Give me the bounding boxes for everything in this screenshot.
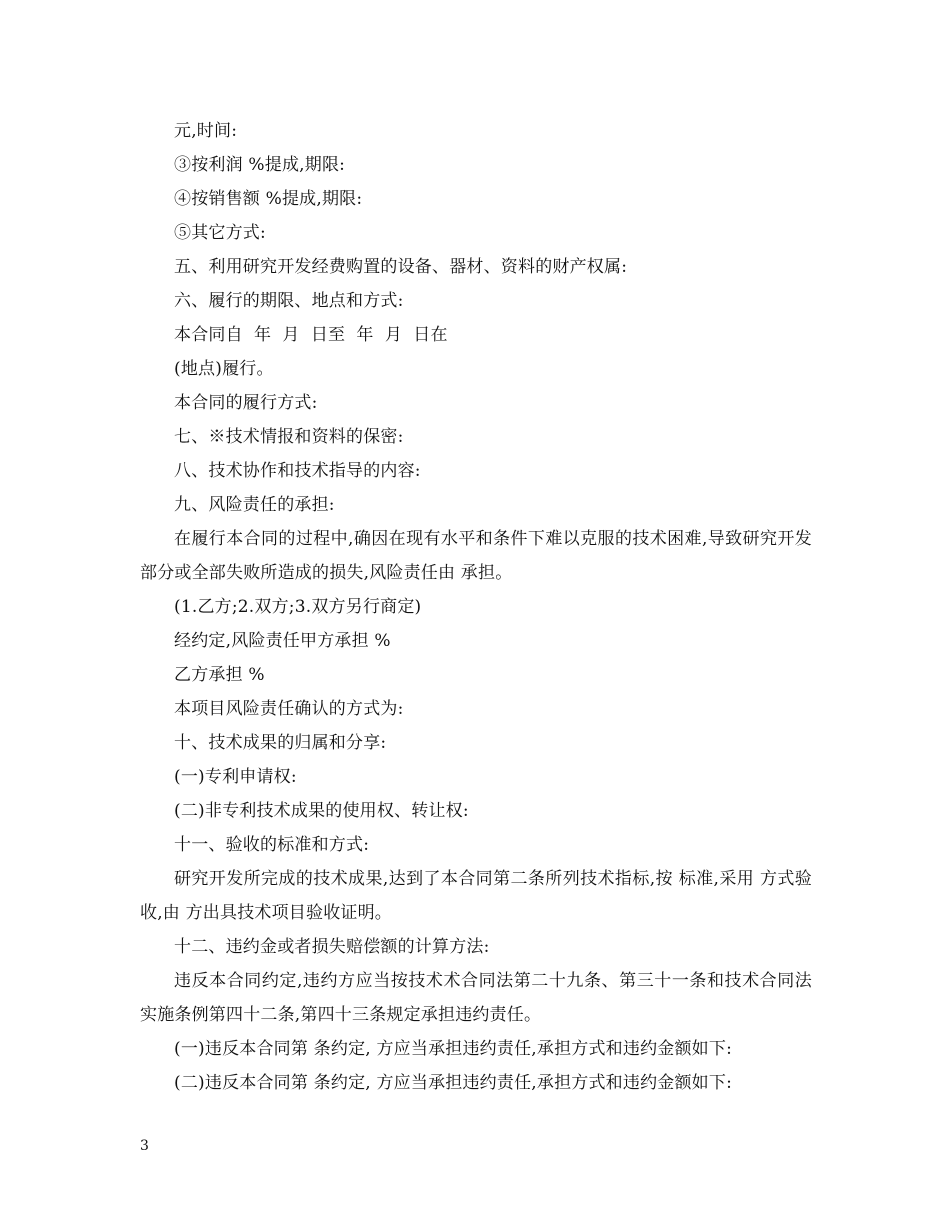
paragraph-nonpatent-right: (二)非专利技术成果的使用权、转让权: — [174, 801, 469, 821]
section-12-heading: 十二、违约金或者损失赔偿额的计算方法: — [174, 937, 490, 957]
paragraph-breach-1: (一)违反本合同第 条约定, 方应当承担违约责任,承担方式和违约金额如下: — [174, 1039, 733, 1059]
section-7-heading: 七、※技术情报和资料的保密: — [174, 427, 404, 447]
document-body — [140, 114, 812, 1100]
paragraph-1: 元,时间: — [174, 121, 238, 141]
paragraph-acceptance: 研究开发所完成的技术成果,达到了本合同第二条所列技术指标,按 标准,采用 方式验收,由 方出具技术项目验收证明。 — [140, 869, 812, 923]
paragraph-risk-party-b: 乙方承担 % — [174, 665, 265, 685]
section-9-heading: 九、风险责任的承担: — [174, 495, 335, 515]
paragraph-3: ④按销售额 %提成,期限: — [174, 189, 363, 209]
paragraph-risk-party-a: 经约定,风险责任甲方承担 % — [174, 631, 391, 651]
paragraph-patent-right: (一)专利申请权: — [174, 767, 297, 787]
section-11-heading: 十一、验收的标准和方式: — [174, 835, 370, 855]
paragraph-breach-2: (二)违反本合同第 条约定, 方应当承担违约责任,承担方式和违约金额如下: — [174, 1073, 733, 1093]
section-8-heading: 八、技术协作和技术指导的内容: — [174, 461, 421, 481]
paragraph-location: (地点)履行。 — [174, 359, 274, 379]
section-6-heading: 六、履行的期限、地点和方式: — [174, 291, 404, 311]
paragraph-risk: 在履行本合同的过程中,确因在现有水平和条件下难以克服的技术困难,导致研究开发部分或全部失败所造成的损失,风险责任由 承担。 — [140, 529, 812, 583]
paragraph-risk-confirm: 本项目风险责任确认的方式为: — [174, 699, 404, 719]
paragraph-term: 本合同自 年 月 日至 年 月 日在 — [174, 325, 448, 345]
paragraph-4: ⑤其它方式: — [174, 223, 266, 243]
paragraph-breach: 违反本合同约定,违约方应当按技术术合同法第二十九条、第三十一条和技术合同法实施条例第四十二条,第四十三条规定承担违约责任。 — [140, 971, 812, 1025]
section-5-heading: 五、利用研究开发经费购置的设备、器材、资料的财产权属: — [174, 257, 628, 277]
page-number: 3 — [140, 1138, 149, 1154]
paragraph-2: ③按利润 %提成,期限: — [174, 155, 346, 175]
paragraph-risk-options: (1.乙方;2.双方;3.双方另行商定) — [174, 597, 422, 617]
section-10-heading: 十、技术成果的归属和分享: — [174, 733, 387, 753]
paragraph-method: 本合同的履行方式: — [174, 393, 318, 413]
